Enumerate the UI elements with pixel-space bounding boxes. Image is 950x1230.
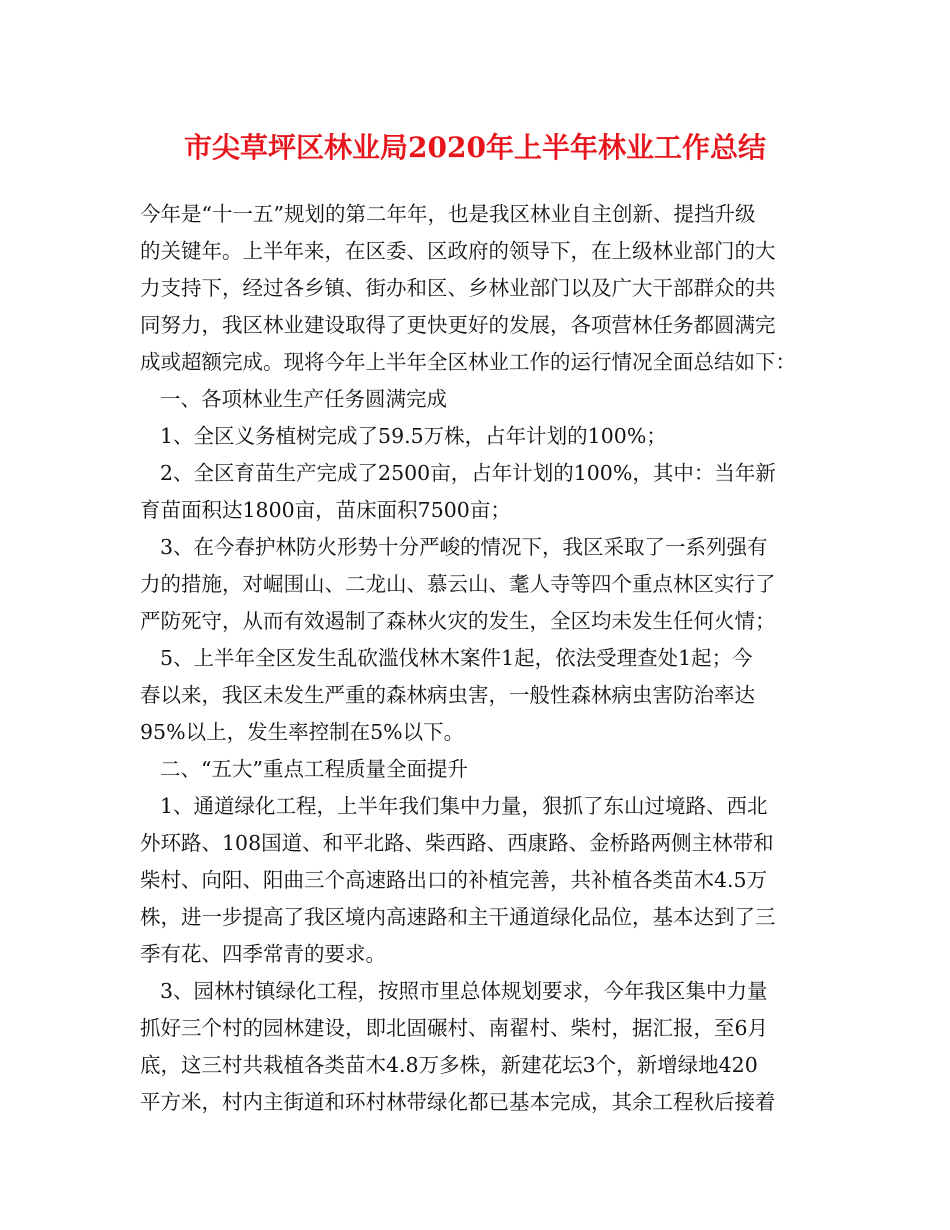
body-text-line: 5、上半年全区发生乱砍滥伐林木案件1起，依法受理查处1起；今 [160,646,753,670]
body-text-line: 的关键年。上半年来，在区委、区政府的领导下，在上级林业部门的大 [140,239,776,263]
body-text-line: 柴村、向阳、阳曲三个高速路出口的补植完善，共补植各类苗木4.5万 [140,868,768,892]
body-text-line: 季有花、四季常青的要求。 [140,942,386,966]
body-text-line: 1、全区义务植树完成了59.5万株，占年计划的100%； [160,424,667,448]
body-text-line: 3、园林村镇绿化工程，按照市里总体规划要求，今年我区集中力量 [160,979,768,1003]
body-text-line: 平方米，村内主街道和环村林带绿化都已基本完成，其余工程秋后接着 [140,1090,776,1114]
body-text-line: 株，进一步提高了我区境内高速路和主干通道绿化品位，基本达到了三 [140,905,776,929]
document-title: 市尖草坪区林业局2020年上半年林业工作总结 [184,131,766,164]
body-text-line: 底，这三村共栽植各类苗木4.8万多株，新建花坛3个，新增绿地420 [140,1053,758,1077]
body-text-line: 1、通道绿化工程，上半年我们集中力量，狠抓了东山过境路、西北 [160,794,768,818]
body-text-line: 抓好三个村的园林建设，即北固碾村、南翟村、柴村，据汇报，至6月 [140,1016,769,1040]
body-text-line: 二、“五大”重点工程质量全面提升 [160,757,468,781]
body-text-line: 成或超额完成。现将今年上半年全区林业工作的运行情况全面总结如下： [140,350,796,374]
body-text-line: 2、全区育苗生产完成了2500亩，占年计划的100%，其中：当年新 [160,461,776,485]
body-text-line: 春以来，我区未发生严重的森林病虫害，一般性森林病虫害防治率达 [140,683,755,707]
body-text-line: 育苗面积达1800亩，苗床面积7500亩； [140,498,511,522]
document-body [140,196,830,1121]
body-text-line: 严防死守，从而有效遏制了森林火灾的发生，全区均未发生任何火情； [140,609,776,633]
body-text-line: 外环路、108国道、和平北路、柴西路、西康路、金桥路两侧主林带和 [140,831,774,855]
body-text-line: 今年是“十一五”规划的第二年年，也是我区林业自主创新、提挡升级 [140,202,756,226]
body-text-line: 力的措施，对崛围山、二龙山、慕云山、耄人寺等四个重点林区实行了 [140,572,776,596]
body-text-line: 力支持下，经过各乡镇、街办和区、乡林业部门以及广大干部群众的共 [140,276,776,300]
body-text-line: 95%以上，发生率控制在5%以下。 [140,720,465,744]
body-text-line: 同努力，我区林业建设取得了更快更好的发展，各项营林任务都圆满完 [140,313,776,337]
body-text-line: 3、在今春护林防火形势十分严峻的情况下，我区采取了一系列强有 [160,535,768,559]
body-text-line: 一、各项林业生产任务圆满完成 [160,387,447,411]
